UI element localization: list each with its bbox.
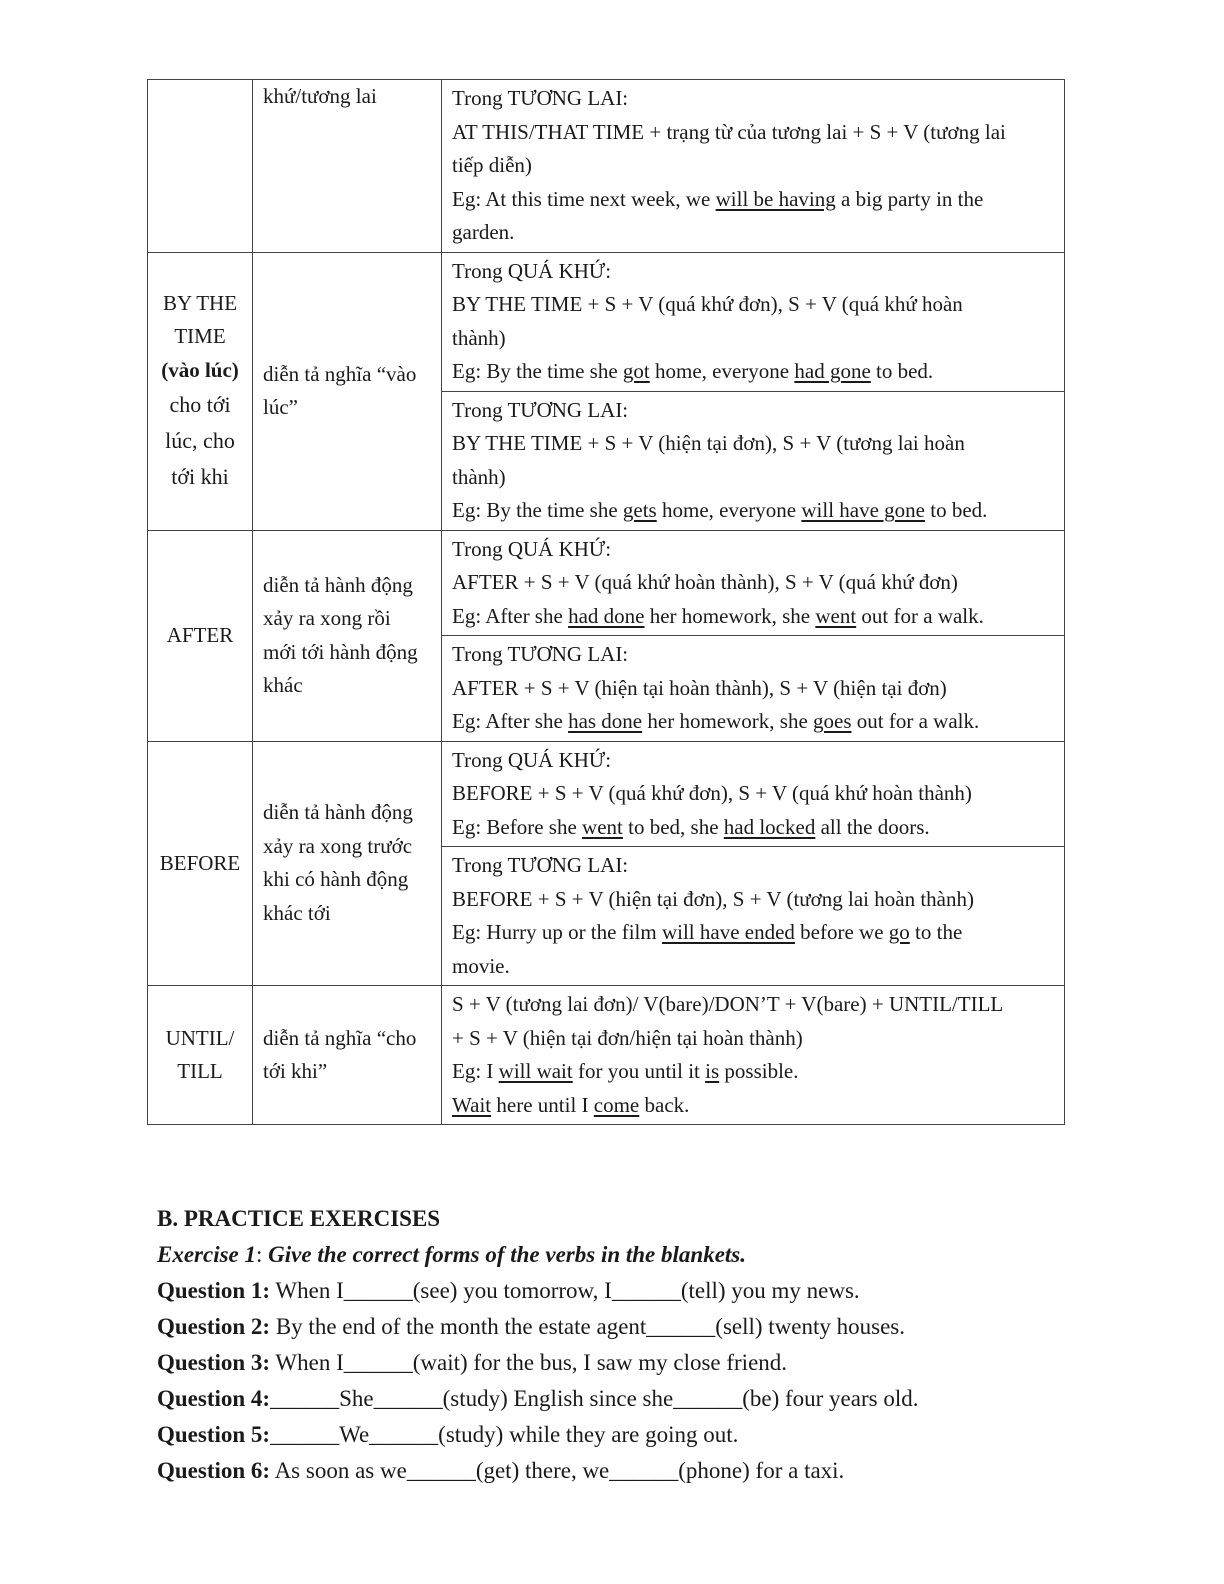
usage-line [452,744,1054,778]
text-segment: thành) [452,325,506,350]
question-item [157,1381,1077,1417]
text-segment: BEFORE + S + V (quá khứ đơn), S + V (quá khứ hoàn thành) [452,781,972,805]
underlined-verb: go [888,920,910,944]
text-segment: Eg: After she [452,603,569,628]
text-segment: BY THE TIME + S + V (quá khứ đơn), S + V (quá khứ hoàn [452,292,963,316]
text-segment: AT THIS/THAT TIME + trạng từ của tương lai + S + V (tương lai [452,119,1006,144]
underlined-verb: will have gone [801,498,925,522]
meaning-line: diễn tả nghĩa “cho [263,1025,417,1050]
usage-line [452,1089,1054,1123]
text-segment: BEFORE + S + V (hiện tại đơn), S + V (tương lai hoàn thành) [452,886,974,911]
text-segment: movie. [452,953,510,978]
table-row [148,741,1065,847]
conjunction-cell [148,80,253,253]
question-item [157,1345,1077,1381]
underlined-verb: went [582,814,623,839]
underlined-verb: will have ended [661,920,795,944]
underlined-verb: has done [568,709,643,733]
underlined-verb: goes [813,709,852,733]
usage-line [452,883,1054,917]
usage-line [452,600,1054,634]
text-segment: Eg: At this time next week, we [452,186,716,211]
question-text: ______She______(study) English since she______(be) four years old. [270,1386,919,1411]
text-segment: Trong TƯƠNG LAI: [452,86,629,110]
conjunction-line: (vào lúc) [161,357,239,382]
conjunction-line: cho tới [169,392,231,418]
usage-line [452,705,1054,739]
usage-line [452,394,1054,428]
text-segment: S + V (tương lai đơn)/ V(bare)/DON’T + V(bare) + UNTIL/TILL [452,992,1004,1016]
table-row [148,80,1065,253]
usage-line [452,461,1054,495]
usage-line [452,672,1054,706]
meaning-cell [253,80,442,253]
conjunction-cell [148,252,253,530]
meaning-line: diễn tả hành động [263,800,413,825]
text-segment: home, everyone [656,498,802,522]
conjunction-line: UNTIL/ [165,1025,235,1050]
usage-line [452,183,1054,217]
question-label: Question 2: [157,1314,271,1339]
conjunction-line: BEFORE [159,850,241,875]
question-text: When I______(wait) for the bus, I saw my close friend. [270,1350,788,1375]
underlined-verb: had done [568,603,645,628]
text-segment: AFTER + S + V (quá khứ hoàn thành), S + V (quá khứ đơn) [452,570,958,594]
conjunction-line: AFTER [166,622,234,647]
question-label: Question 1: [157,1278,271,1303]
practice-exercises-section [157,1201,1077,1489]
text-segment: tiếp diễn) [452,153,532,177]
meaning-line: tới khi” [263,1059,328,1083]
meaning-line: khác tới [263,900,331,925]
text-segment: her homework, she [642,709,814,733]
text-segment: out for a walk. [856,603,984,628]
usage-line [452,566,1054,600]
text-segment: Eg: By the time she [452,359,623,383]
question-label: Question 4: [157,1386,271,1411]
usage-line [452,82,1054,116]
conjunction-line: TILL [177,1059,223,1083]
text-segment: Trong TƯƠNG LAI: [452,397,629,422]
text-segment: AFTER + S + V (hiện tại hoàn thành), S + V (hiện tại đơn) [452,675,947,700]
question-text: By the end of the month the estate agent______(sell) twenty houses. [270,1314,906,1339]
usage-example-cell [442,986,1065,1125]
text-segment: a big party in the [835,186,984,211]
underlined-verb: got [622,359,650,383]
text-segment: back. [639,1092,690,1117]
usage-example-cell [442,80,1065,253]
question-label: Question 3: [157,1350,271,1375]
text-segment: to bed. [925,498,988,522]
question-label: Question 5: [157,1422,271,1447]
meaning-line: khi có hành động [263,867,409,892]
grammar-table-body [148,80,1065,1125]
underlined-verb: come [593,1092,640,1117]
text-segment: thành) [452,464,506,489]
table-row [148,986,1065,1125]
conjunction-line: BY THE [162,290,238,315]
usage-line [452,494,1054,528]
question-item [157,1309,1077,1345]
underlined-verb: will be having [715,186,836,211]
text-segment: garden. [452,220,515,244]
table-row [148,530,1065,636]
text-segment: here until I [491,1092,594,1117]
usage-line [452,811,1054,845]
text-segment: Trong TƯƠNG LAI: [452,642,629,666]
text-segment: possible. [719,1059,799,1083]
usage-line [452,149,1054,183]
conjunction-line: TIME [174,324,226,349]
question-item [157,1453,1077,1489]
text-segment: Eg: By the time she [452,498,623,522]
text-segment: Trong QUÁ KHỨ: [452,747,612,772]
usage-line [452,777,1054,811]
meaning-cell [253,741,442,986]
text-segment: + S + V (hiện tại đơn/hiện tại hoàn thành) [452,1025,803,1050]
meaning-cell [253,530,442,741]
text-segment: Trong QUÁ KHỨ: [452,536,612,561]
underlined-verb: Wait [452,1092,492,1117]
conjunction-line: tới khi [171,464,229,490]
usage-line [452,427,1054,461]
usage-line [452,116,1054,150]
conjunction-line: lúc, cho [165,428,235,454]
text-segment: before we [794,920,889,944]
usage-line [452,288,1054,322]
underlined-verb: had gone [794,359,871,383]
meaning-line: xảy ra xong trước [263,833,413,858]
text-segment: Trong QUÁ KHỨ: [452,258,612,283]
section-heading: B. PRACTICE EXERCISES [157,1206,441,1231]
usage-line [452,355,1054,389]
question-text: When I______(see) you tomorrow, I______(tell) you my news. [270,1278,860,1303]
usage-line [452,1055,1054,1089]
underlined-verb: gets [622,498,657,522]
text-segment: to the [909,920,963,944]
text-segment: BY THE TIME + S + V (hiện tại đơn), S + V (tương lai hoàn [452,431,965,455]
underlined-verb: will wait [498,1059,573,1083]
usage-line [452,216,1054,250]
usage-line [452,950,1054,984]
question-label: Question 6: [157,1458,271,1483]
meaning-cell [253,986,442,1125]
usage-line [452,849,1054,883]
text-segment: home, everyone [649,359,795,383]
conjunction-cell [148,741,253,986]
text-segment: to bed. [870,359,934,383]
meaning-line: diễn tả hành động [263,572,413,597]
text-segment: to bed, she [622,814,724,839]
meaning-line: lúc” [263,395,298,419]
text-segment: Eg: I [452,1059,499,1083]
usage-line [452,638,1054,672]
text-segment: for you until it [572,1059,706,1083]
table-row [148,252,1065,391]
text-segment: Eg: Before she [452,814,583,839]
question-text: As soon as we______(get) there, we______(phone) for a taxi. [270,1458,845,1483]
usage-line [452,255,1054,289]
question-text: ______We______(study) while they are going out. [270,1422,739,1447]
usage-example-cell [442,391,1065,530]
text-segment: Eg: Hurry up or the film [452,920,662,944]
usage-example-cell [442,636,1065,742]
question-item [157,1417,1077,1453]
text-segment: Trong TƯƠNG LAI: [452,853,629,877]
exercise-colon: : [256,1242,269,1267]
usage-example-cell [442,847,1065,986]
meaning-line: mới tới hành động [263,639,418,664]
usage-line [452,916,1054,950]
meaning-line: khứ/tương lai [263,84,377,108]
text-segment: all the doors. [815,814,930,839]
conjunction-cell [148,986,253,1125]
usage-line [452,988,1054,1022]
underlined-verb: is [705,1059,720,1083]
usage-example-cell [442,530,1065,636]
grammar-table [147,79,1065,1125]
exercise-label: Exercise 1 [157,1242,257,1267]
usage-example-cell [442,252,1065,391]
conjunction-cell [148,530,253,741]
meaning-line: diễn tả nghĩa “vào [263,361,417,386]
underlined-verb: went [815,603,857,628]
usage-line [452,1022,1054,1056]
exercise-title-line [157,1237,1077,1273]
underlined-verb: had locked [723,814,816,839]
usage-example-cell [442,741,1065,847]
usage-line [452,533,1054,567]
meaning-line: xảy ra xong rồi [263,606,391,630]
text-segment: her homework, she [644,603,816,628]
exercise-instruction: Give the correct forms of the verbs in the blankets. [268,1242,747,1267]
meaning-line: khác [263,673,303,697]
text-segment: out for a walk. [851,709,980,733]
usage-line [452,322,1054,356]
meaning-cell [253,252,442,530]
text-segment: Eg: After she [452,709,569,733]
question-item [157,1273,1077,1309]
